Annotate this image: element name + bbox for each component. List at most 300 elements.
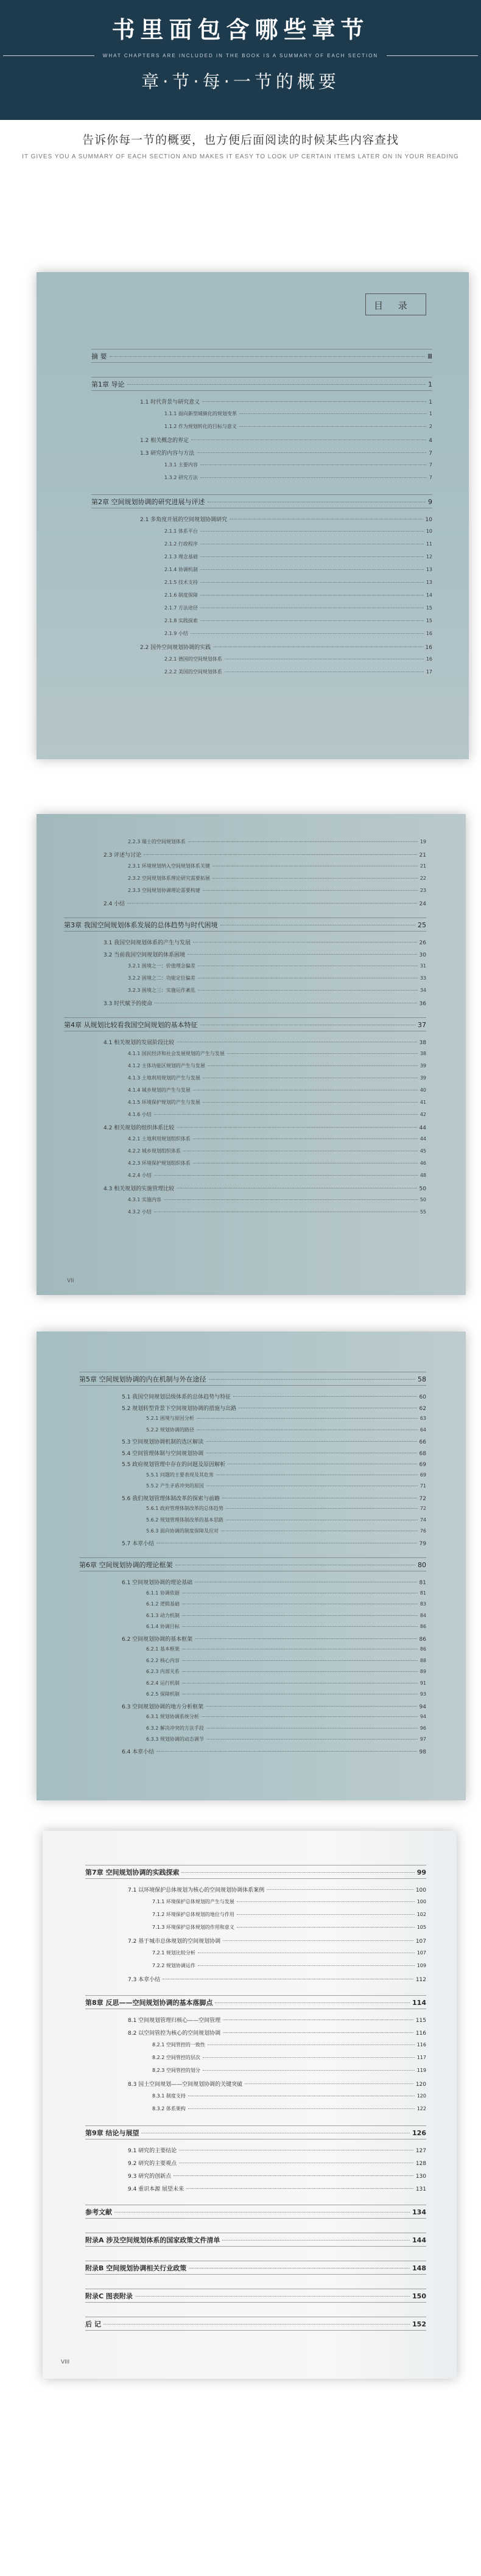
photo-toc-page-1 bbox=[0, 181, 481, 790]
toc-entry-page: 94 bbox=[420, 1714, 426, 1719]
toc-entry-page: 98 bbox=[419, 1749, 426, 1755]
leader-dots bbox=[174, 2175, 413, 2176]
leader-dots bbox=[188, 954, 416, 955]
toc-entry-page: 126 bbox=[412, 2129, 426, 2137]
toc-entry-page: 26 bbox=[419, 940, 426, 946]
toc-section-entry[interactable] bbox=[152, 1898, 426, 1905]
leader-dots bbox=[197, 452, 426, 453]
toc-section-entry[interactable] bbox=[104, 999, 426, 1007]
toc-entry-page: 50 bbox=[420, 1197, 426, 1202]
toc-entry-page: 148 bbox=[412, 2264, 426, 2272]
toc-entry-label: 7.1.1 环境保护总体规划的产生与发展 bbox=[152, 1899, 234, 1904]
toc-entry-label: 6.1.2 逻辑基础 bbox=[146, 1601, 180, 1607]
toc-section-entry[interactable] bbox=[146, 1505, 426, 1512]
toc-entry-page: 81 bbox=[420, 1590, 426, 1596]
toc-entry-label: 2.4 小结 bbox=[104, 901, 125, 907]
toc-chapter-entry[interactable] bbox=[85, 1867, 426, 1877]
toc-entry-page: 63 bbox=[420, 1416, 426, 1421]
toc-entry-page: 107 bbox=[416, 1950, 426, 1956]
toc-entry-label: 5.2.1 困境与原因分析 bbox=[146, 1416, 194, 1421]
toc-entry-page: 80 bbox=[418, 1561, 426, 1569]
toc-chapter-entry[interactable] bbox=[85, 2207, 426, 2217]
toc-chapter-entry[interactable] bbox=[85, 2291, 426, 2301]
toc-section-entry[interactable] bbox=[122, 1460, 426, 1468]
toc-section-entry[interactable] bbox=[128, 1937, 426, 1945]
chapter-rule bbox=[85, 2246, 426, 2247]
toc-entry-label: 4.1.1 国民经济和社会发展规划的产生与发展 bbox=[128, 1051, 225, 1056]
toc-entry-label: 8.2 以空间管控为核心的空间规划协调 bbox=[128, 2030, 221, 2037]
toc-entry-page: 41 bbox=[420, 1100, 426, 1105]
toc-section-entry[interactable] bbox=[128, 1160, 426, 1167]
toc-entry-page: 46 bbox=[420, 1160, 426, 1166]
toc-entry-page: 39 bbox=[420, 1075, 426, 1081]
toc-entry-label: 4.1.3 土地利用规划的产生与发展 bbox=[128, 1075, 200, 1081]
toc-chapter-entry[interactable] bbox=[91, 379, 432, 389]
toc-section-entry[interactable] bbox=[164, 553, 432, 560]
divider bbox=[387, 55, 478, 56]
toc-entry-label: 附录C 图表附录 bbox=[85, 2292, 133, 2300]
toc-section-entry[interactable] bbox=[104, 899, 426, 907]
toc-entry-label: 2.3 评述与讨论 bbox=[104, 852, 142, 858]
toc-section-entry[interactable] bbox=[164, 630, 432, 637]
toc-entry-label: 2.1.3 理念基础 bbox=[164, 554, 198, 560]
toc-entry-label: 3.2.2 困境之二：功能定位偏差 bbox=[128, 975, 195, 981]
toc-entry-page: 55 bbox=[420, 1209, 426, 1215]
toc-entry-page: 96 bbox=[420, 1725, 426, 1731]
leader-dots bbox=[154, 1175, 418, 1176]
toc-section-entry[interactable] bbox=[164, 579, 432, 586]
toc-section-entry[interactable] bbox=[104, 938, 426, 946]
toc-entry-page: 15 bbox=[426, 618, 432, 623]
toc-entry-page: 42 bbox=[420, 1112, 426, 1117]
toc-section-entry[interactable] bbox=[146, 1517, 426, 1523]
leader-dots bbox=[154, 1114, 418, 1115]
toc-section-entry[interactable] bbox=[146, 1713, 426, 1720]
toc-entry-label: 5.4 空间管理体制与空间规划协调 bbox=[122, 1450, 204, 1457]
toc-entry-page: 114 bbox=[412, 1999, 426, 2007]
toc-section-entry[interactable] bbox=[164, 566, 432, 573]
toc-entry-page: 76 bbox=[420, 1528, 426, 1534]
toc-entry-page: 21 bbox=[420, 863, 426, 869]
toc-entry-label: 3.2 当前我国空间规划的体系困境 bbox=[104, 952, 186, 958]
toc-entry-page: 33 bbox=[420, 975, 426, 981]
book-page bbox=[43, 1831, 457, 2379]
leader-dots bbox=[239, 426, 427, 427]
toc-section-entry[interactable] bbox=[164, 605, 432, 611]
toc-section-entry[interactable] bbox=[128, 2016, 426, 2024]
toc-entry-label: 9.3 研究的创新点 bbox=[128, 2174, 172, 2180]
toc-section-entry[interactable] bbox=[164, 592, 432, 598]
toc-entry-label: 1.1 时代背景与研究意义 bbox=[140, 399, 200, 405]
toc-section-entry[interactable] bbox=[164, 410, 432, 417]
toc-section-entry[interactable] bbox=[146, 1657, 426, 1664]
toc-section-entry[interactable] bbox=[122, 1392, 426, 1400]
toc-section-entry[interactable] bbox=[122, 1449, 426, 1457]
toc-section-entry[interactable] bbox=[146, 1601, 426, 1607]
toc-entry-label: 6.2.3 内部关系 bbox=[146, 1669, 180, 1674]
toc-entry-page: 69 bbox=[419, 1462, 426, 1468]
toc-section-entry[interactable] bbox=[152, 2093, 426, 2099]
toc-section-entry[interactable] bbox=[122, 1539, 426, 1547]
toc-entry-label: 6.1 空间规划协调的理论基础 bbox=[122, 1580, 193, 1586]
leader-dots bbox=[206, 1441, 416, 1442]
book-page bbox=[37, 814, 466, 1295]
toc-entry-label: 5.6.1 政府管理体制改革的总体趋势 bbox=[146, 1506, 223, 1511]
leader-dots bbox=[208, 1065, 418, 1066]
toc-entry-label: 6.3.3 规划协调的动态调节 bbox=[146, 1736, 204, 1742]
toc-section-entry[interactable] bbox=[128, 1975, 426, 1983]
toc-entry-label: 后 记 bbox=[85, 2320, 101, 2328]
toc-entry-page: 44 bbox=[419, 1125, 426, 1131]
photo-toc-page-3 bbox=[0, 1319, 481, 1819]
toc-section-entry[interactable] bbox=[140, 449, 432, 457]
toc-chapter-entry[interactable] bbox=[91, 351, 432, 361]
toc-section-entry[interactable] bbox=[128, 1062, 426, 1069]
toc-entry-page: 25 bbox=[418, 921, 426, 929]
toc-entry-label: 附录B 空间规划协调相关行业政策 bbox=[85, 2264, 187, 2272]
toc-entry-page: 16 bbox=[426, 656, 432, 662]
toc-entry-page: 39 bbox=[420, 1063, 426, 1069]
toc-section-entry[interactable] bbox=[128, 2159, 426, 2167]
toc-section-entry[interactable] bbox=[122, 1404, 426, 1412]
toc-section-entry[interactable] bbox=[104, 950, 426, 958]
toc-heading: 目 录 bbox=[374, 300, 413, 311]
toc-section-entry[interactable] bbox=[146, 1472, 426, 1478]
toc-entry-page: 86 bbox=[420, 1624, 426, 1629]
toc-entry-page: 100 bbox=[415, 1887, 426, 1893]
toc-entry-label: 1.3.2 研究方法 bbox=[164, 475, 198, 480]
toc-entry-label: 9.1 研究的主要结论 bbox=[128, 2148, 177, 2154]
toc-section-entry[interactable] bbox=[152, 1924, 426, 1931]
toc-section-entry[interactable] bbox=[146, 1668, 426, 1675]
toc-entry-label: 第8章 反思——空间规划协调的基本落脚点 bbox=[85, 1999, 213, 2007]
toc-entry-label: 4.2.3 环境保护规划组织体系 bbox=[128, 1160, 191, 1166]
leader-dots bbox=[198, 1965, 415, 1966]
toc-section-entry[interactable] bbox=[152, 1962, 426, 1969]
toc-entry-page: 16 bbox=[425, 645, 432, 651]
toc-entry-page: 14 bbox=[426, 592, 432, 598]
toc-section-entry[interactable] bbox=[152, 2067, 426, 2074]
leader-dots bbox=[127, 384, 426, 385]
toc-section-entry[interactable] bbox=[146, 1691, 426, 1697]
toc-entry-page: 60 bbox=[419, 1394, 426, 1400]
toc-entry-label: 8.3 国土空间规划——空间规划协调的关键突破 bbox=[128, 2082, 243, 2088]
leader-dots bbox=[245, 2083, 413, 2084]
chapter-rule bbox=[79, 1557, 426, 1558]
toc-entry-page: 15 bbox=[426, 605, 432, 611]
toc-entry-page: 16 bbox=[426, 631, 432, 636]
toc-entry-label: 6.2.5 保障机制 bbox=[146, 1691, 180, 1697]
toc-chapter-entry[interactable] bbox=[64, 920, 426, 930]
toc-entry-label: 摘 要 bbox=[91, 353, 107, 360]
toc-entry-label: 5.2.2 规划协调的路径 bbox=[146, 1427, 194, 1433]
toc-section-entry[interactable] bbox=[164, 656, 432, 662]
toc-section-entry[interactable] bbox=[146, 1736, 426, 1742]
toc-section-entry[interactable] bbox=[140, 515, 432, 523]
toc-section-entry[interactable] bbox=[128, 1886, 426, 1893]
toc-entry-page: 21 bbox=[419, 852, 426, 858]
toc-section-entry[interactable] bbox=[128, 987, 426, 994]
leader-dots bbox=[223, 1940, 413, 1941]
toc-section-entry[interactable] bbox=[128, 887, 426, 894]
toc-section-entry[interactable] bbox=[122, 1437, 426, 1445]
toc-entry-page: 7 bbox=[429, 462, 432, 468]
toc-section-entry[interactable] bbox=[140, 398, 432, 405]
toc-entry-label: 6.1.3 动力机制 bbox=[146, 1612, 180, 1618]
toc-entry-page: 40 bbox=[420, 1087, 426, 1093]
toc-entry-page: 94 bbox=[419, 1704, 426, 1710]
toc-entry-page: 112 bbox=[415, 1977, 426, 1983]
toc-entry-page: 36 bbox=[419, 1001, 426, 1007]
toc-entry-page: 86 bbox=[419, 1636, 426, 1643]
toc-section-entry[interactable] bbox=[128, 1209, 426, 1215]
toc-section-entry[interactable] bbox=[128, 1111, 426, 1118]
toc-section-entry[interactable] bbox=[146, 1725, 426, 1732]
toc-entry-label: 6.2.1 基本框架 bbox=[146, 1646, 180, 1652]
toc-section-entry[interactable] bbox=[104, 1184, 426, 1192]
toc-chapter-entry[interactable] bbox=[91, 497, 432, 507]
toc-section-entry[interactable] bbox=[128, 1148, 426, 1154]
toc-chapter-entry[interactable] bbox=[64, 1020, 426, 1030]
toc-entry-label: 第3章 我国空间规划体系发展的总体趋势与时代困境 bbox=[64, 921, 218, 929]
toc-entry-page: 131 bbox=[415, 2186, 426, 2192]
toc-entry-page: 1 bbox=[428, 381, 432, 388]
toc-entry-page: 11 bbox=[426, 541, 432, 547]
toc-entry-page: 38 bbox=[420, 1051, 426, 1056]
toc-entry-label: 7.1.3 环境保护总体规划的作用和意义 bbox=[152, 1925, 234, 1930]
leader-dots bbox=[208, 2044, 415, 2045]
toc-entry-page: 44 bbox=[420, 1136, 426, 1142]
toc-section-entry[interactable] bbox=[152, 2105, 426, 2112]
toc-entry-label: 2.1.6 制度保障 bbox=[164, 592, 198, 598]
toc-section-entry[interactable] bbox=[164, 669, 432, 675]
toc-entry-label: 6.3.1 规划协调系统分析 bbox=[146, 1714, 199, 1719]
toc-entry-label: 8.2.1 空间管控的一致性 bbox=[152, 2042, 205, 2048]
toc-entry-page: 120 bbox=[415, 2082, 426, 2088]
toc-entry-page: 88 bbox=[420, 1657, 426, 1663]
toc-entry-page: 74 bbox=[420, 1517, 426, 1523]
toc-entry-label: 4.1.2 主体功能区规划的产生与发展 bbox=[128, 1063, 205, 1069]
chapter-rule bbox=[85, 1878, 426, 1879]
toc-section-entry[interactable] bbox=[128, 2185, 426, 2192]
toc-section-entry[interactable] bbox=[122, 1494, 426, 1502]
toc-entry-label: 4.2 相关规划的组织体系比较 bbox=[104, 1125, 175, 1131]
chapter-rule bbox=[91, 390, 432, 391]
toc-section-entry[interactable] bbox=[164, 528, 432, 535]
toc-entry-page: 100 bbox=[416, 1899, 426, 1904]
toc-entry-label: 第2章 空间规划协调的研究进展与评述 bbox=[91, 498, 205, 506]
toc-entry-page: 86 bbox=[420, 1646, 426, 1652]
toc-section-entry[interactable] bbox=[164, 617, 432, 624]
toc-section-entry[interactable] bbox=[122, 1635, 426, 1643]
leader-dots bbox=[202, 401, 426, 402]
toc-entry-label: 5.3 空间规划协调机制的选区解读 bbox=[122, 1439, 204, 1445]
toc-section-entry[interactable] bbox=[164, 541, 432, 547]
toc-section-entry[interactable] bbox=[128, 2146, 426, 2154]
toc-section-entry[interactable] bbox=[128, 1172, 426, 1179]
toc-entry-page: 84 bbox=[420, 1612, 426, 1618]
chapter-rule bbox=[85, 2302, 426, 2303]
toc-section-entry[interactable] bbox=[128, 863, 426, 869]
toc-section-entry[interactable] bbox=[128, 1050, 426, 1057]
leader-dots bbox=[177, 1127, 416, 1128]
toc-entry-page: 83 bbox=[420, 1601, 426, 1607]
toc-entry-label: 2.1.1 体系平台 bbox=[164, 528, 198, 534]
toc-entry-page: 91 bbox=[420, 1680, 426, 1686]
toc-entry-page: 10 bbox=[426, 528, 432, 534]
toc-section-entry[interactable] bbox=[128, 875, 426, 882]
toc-section-entry[interactable] bbox=[128, 975, 426, 981]
leader-dots bbox=[212, 878, 418, 879]
toc-entry-page: 152 bbox=[412, 2320, 426, 2328]
toc-entry-label: 5.6 我们规划管理体制改革的探索与前瞻 bbox=[122, 1495, 220, 1502]
toc-entry-label: 6.3 空间规划协调的地方分析框架 bbox=[122, 1704, 204, 1710]
toc-section-entry[interactable] bbox=[128, 1099, 426, 1106]
leader-dots bbox=[104, 2324, 410, 2325]
toc-chapter-entry[interactable] bbox=[85, 2319, 426, 2329]
toc-chapter-entry[interactable] bbox=[79, 1560, 426, 1570]
toc-section-entry[interactable] bbox=[146, 1415, 426, 1422]
leader-dots bbox=[227, 1053, 418, 1054]
toc-section-entry[interactable] bbox=[140, 436, 432, 444]
leader-dots bbox=[202, 1716, 418, 1717]
leader-dots bbox=[200, 569, 424, 570]
toc-entry-page: 1 bbox=[429, 399, 432, 405]
toc-entry-label: 2.1.9 小结 bbox=[164, 631, 188, 636]
toc-chapter-entry[interactable] bbox=[85, 1998, 426, 2007]
toc-entry-label: 7.2.2 规划协调运作 bbox=[152, 1963, 195, 1968]
chapter-rule bbox=[64, 1017, 426, 1018]
leader-dots bbox=[200, 582, 424, 583]
page-number: VIII bbox=[61, 2359, 70, 2365]
toc-entry-page: 48 bbox=[420, 1173, 426, 1178]
toc-section-entry[interactable] bbox=[128, 2029, 426, 2037]
toc-section-entry[interactable] bbox=[128, 1135, 426, 1142]
leader-dots bbox=[181, 1872, 414, 1873]
toc-entry-label: 6.1.4 协调目标 bbox=[146, 1624, 180, 1629]
toc-section-entry[interactable] bbox=[128, 2172, 426, 2180]
toc-section-entry[interactable] bbox=[146, 1612, 426, 1619]
toc-entry-page: 38 bbox=[419, 1040, 426, 1046]
toc-entry-page: 37 bbox=[418, 1021, 426, 1029]
toc-section-entry[interactable] bbox=[146, 1680, 426, 1686]
toc-entry-label: 1.1.2 作为规划转化的目标与意义 bbox=[164, 424, 237, 429]
toc-section-entry[interactable] bbox=[128, 1087, 426, 1093]
toc-entry-label: 参考文献 bbox=[85, 2208, 112, 2216]
toc-entry-page: 58 bbox=[418, 1375, 426, 1383]
toc-entry-label: 5.5 政府规划管理中存在的问题及原因解析 bbox=[122, 1462, 226, 1468]
toc-section-entry[interactable] bbox=[128, 963, 426, 969]
toc-chapter-entry[interactable] bbox=[85, 2263, 426, 2273]
toc-section-entry[interactable] bbox=[146, 1646, 426, 1652]
toc-section-entry[interactable] bbox=[146, 1483, 426, 1489]
toc-section-entry[interactable] bbox=[104, 1123, 426, 1131]
toc-section-entry[interactable] bbox=[140, 643, 432, 651]
leader-dots bbox=[182, 1671, 418, 1672]
toc-entry-label: 2.3.3 空间规划协调理论需要构建 bbox=[128, 888, 200, 893]
toc-entry-label: 第4章 从规划比较看我国空间规划的基本特征 bbox=[64, 1021, 198, 1029]
toc-section-entry[interactable] bbox=[104, 1038, 426, 1046]
toc-chapter-entry[interactable] bbox=[79, 1374, 426, 1384]
toc-section-entry[interactable] bbox=[152, 2041, 426, 2048]
chapter-rule bbox=[91, 362, 432, 363]
toc-section-entry[interactable] bbox=[122, 1747, 426, 1755]
leader-dots bbox=[188, 2108, 415, 2109]
toc-entry-page: 127 bbox=[415, 2148, 426, 2154]
leader-dots bbox=[191, 633, 424, 634]
leader-dots bbox=[198, 990, 418, 991]
chapter-rule bbox=[85, 1995, 426, 1996]
toc-section-entry[interactable] bbox=[164, 474, 432, 481]
toc-entry-label: 2.3.2 空间规划体系理论研究需要拓展 bbox=[128, 876, 210, 881]
intro-chinese: 告诉你每一节的概要，也方便后面阅读的时候某些内容查找 bbox=[82, 133, 399, 147]
toc-section-entry[interactable] bbox=[152, 1911, 426, 1918]
toc-entry-label: 6.4 本章小结 bbox=[122, 1749, 155, 1755]
toc-section-entry[interactable] bbox=[104, 851, 426, 858]
toc-entry-label: 7.1 以环境保护总体规划为核心的空间规划协调体系案例 bbox=[128, 1887, 265, 1893]
toc-section-entry[interactable] bbox=[122, 1578, 426, 1586]
toc-entry-page: 1 bbox=[429, 411, 432, 416]
toc-entry-page: 72 bbox=[419, 1495, 426, 1502]
leader-dots bbox=[237, 1901, 415, 1902]
leader-dots bbox=[144, 854, 416, 855]
toc-entry-label: 6.1.1 协调依据 bbox=[146, 1590, 180, 1596]
toc-section-entry[interactable] bbox=[146, 1623, 426, 1630]
toc-section-entry[interactable] bbox=[152, 1950, 426, 1956]
toc-entry-page: 89 bbox=[420, 1669, 426, 1674]
toc-entry-label: 6.3.2 解决冲突的方法手段 bbox=[146, 1725, 204, 1731]
toc-entry-label: 5.5.1 问题的主要表现及其危害 bbox=[146, 1472, 214, 1478]
toc-entry-label: 8.2.3 空间管控的划分 bbox=[152, 2068, 200, 2073]
intro bbox=[0, 120, 481, 160]
photo-toc-page-2 bbox=[0, 790, 481, 1319]
toc-section-entry[interactable] bbox=[128, 2080, 426, 2088]
toc-entry-label: 2.2 国外空间规划协调的实践 bbox=[140, 645, 211, 651]
toc-entry-page: 23 bbox=[420, 888, 426, 893]
toc-section-entry[interactable] bbox=[146, 1528, 426, 1534]
leader-dots bbox=[267, 1889, 413, 1890]
toc-entry-label: 第9章 结论与展望 bbox=[85, 2129, 139, 2137]
toc-entry-label: 4.1.5 环境保护规划的产生与发展 bbox=[128, 1100, 200, 1105]
toc-entry-page: 150 bbox=[412, 2292, 426, 2300]
leader-dots bbox=[226, 1508, 418, 1509]
toc-section-entry[interactable] bbox=[164, 462, 432, 468]
toc-section-entry[interactable] bbox=[128, 1196, 426, 1203]
toc-entry-page: 24 bbox=[419, 901, 426, 907]
leader-dots bbox=[135, 2296, 410, 2297]
toc-entry-page: 81 bbox=[419, 1580, 426, 1586]
toc-section-entry[interactable] bbox=[122, 1702, 426, 1710]
toc-section-entry[interactable] bbox=[146, 1590, 426, 1596]
toc-entry-page: Ⅲ bbox=[427, 353, 432, 360]
toc-section-entry[interactable] bbox=[164, 423, 432, 430]
toc-chapter-entry[interactable] bbox=[85, 2235, 426, 2245]
toc-section-entry[interactable] bbox=[128, 1075, 426, 1081]
toc-section-entry[interactable] bbox=[146, 1427, 426, 1433]
toc-entry-label: 1.3 研究的内容与方法 bbox=[140, 451, 195, 457]
toc-entry-page: 34 bbox=[420, 988, 426, 993]
toc-chapter-entry[interactable] bbox=[85, 2128, 426, 2138]
leader-dots bbox=[197, 1418, 418, 1419]
toc-section-entry[interactable] bbox=[128, 838, 426, 845]
banner-english-subtitle: WHAT CHAPTERS ARE INCLUDED IN THE BOOK IS A SUMMARY OF EACH SECTION bbox=[102, 52, 379, 58]
toc-section-entry[interactable] bbox=[152, 2054, 426, 2061]
leader-dots bbox=[203, 2057, 415, 2058]
toc-entry-page: 120 bbox=[416, 2093, 426, 2099]
toc-entry-label: 第6章 空间规划协调的理论框架 bbox=[79, 1561, 173, 1569]
toc-entry-label: 5.6.3 面向协调的制度保障及应对 bbox=[146, 1528, 219, 1534]
toc-entry-label: 3.1 我国空间规划体系的产生与发展 bbox=[104, 940, 191, 946]
